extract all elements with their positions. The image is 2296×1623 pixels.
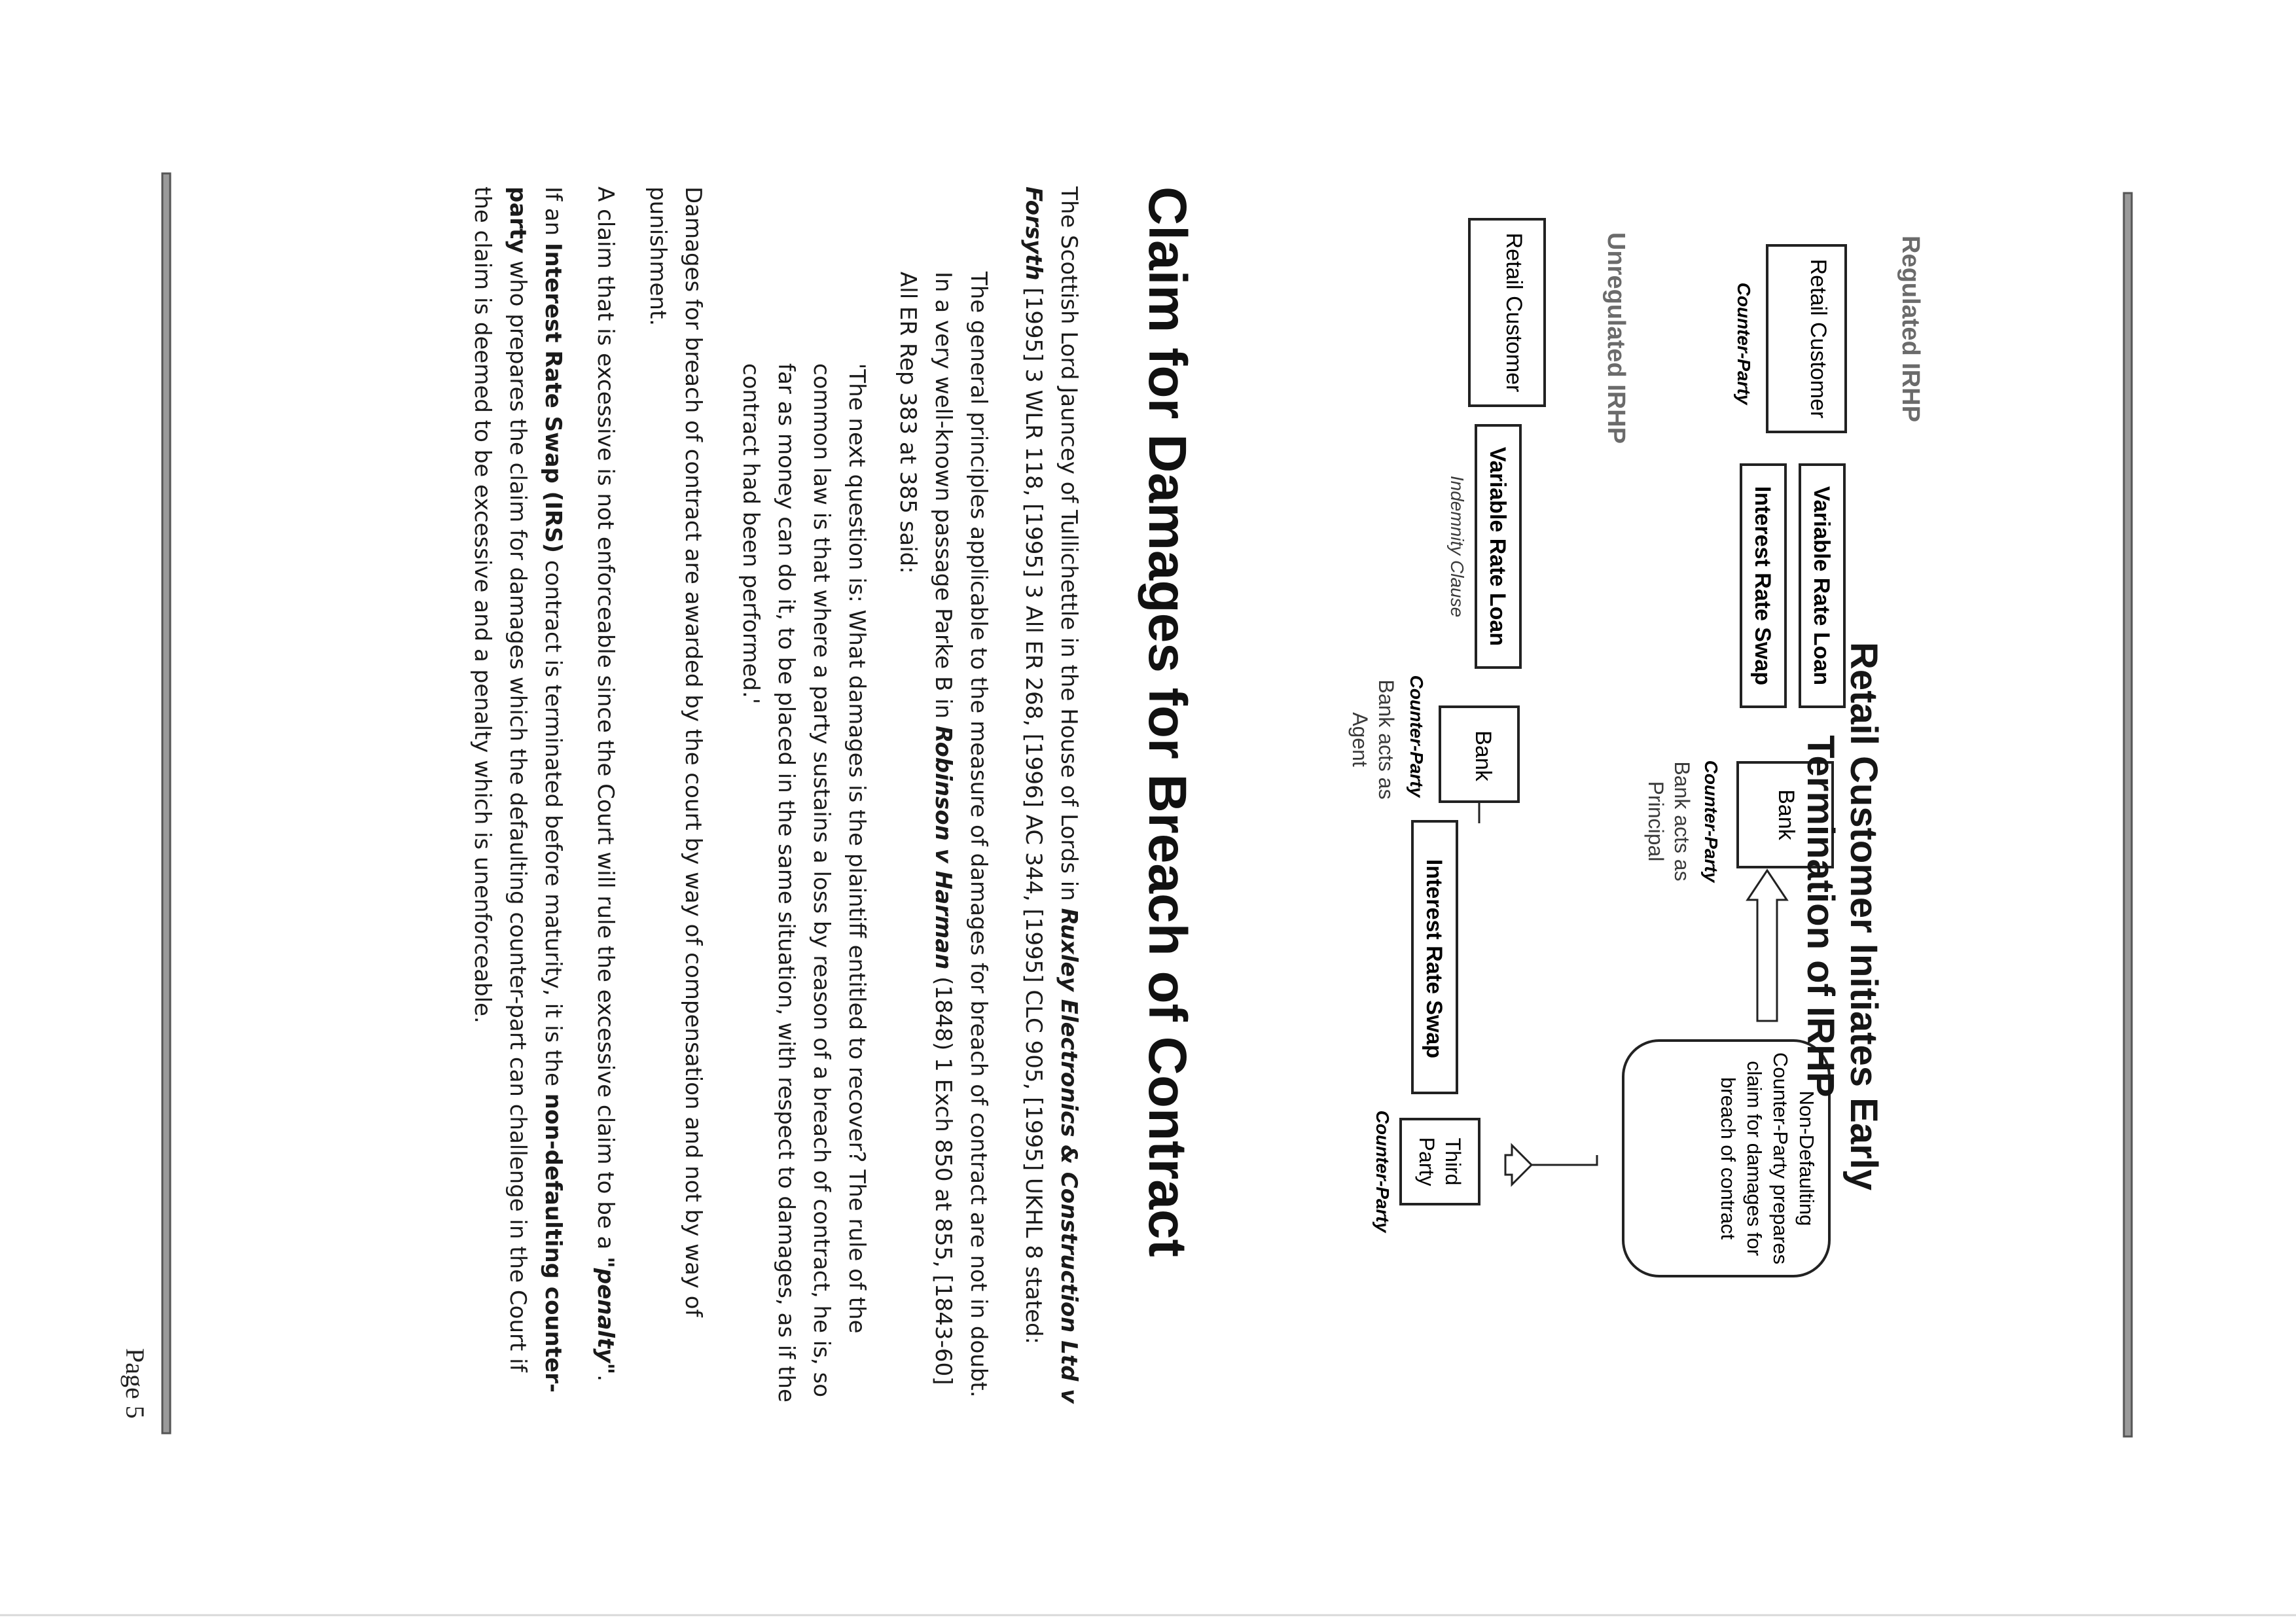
unreg-bank-note: Bank acts as Agent [1348,679,1398,800]
title-line-1: Retail Customer Initiates Early [1842,641,1885,1191]
unreg-vrl-text: Variable Rate Loan [1485,446,1510,647]
claim-text: Non-Defaulting Counter-Party prepares claim for damages for breach of contract [1717,1052,1818,1264]
unreg-bank-text: Bank [1471,730,1496,781]
unreg-customer-text: Retail Customer [1501,232,1526,393]
excessive-end: . [592,1374,619,1382]
irs-t1: If an [540,187,566,243]
reg-irs-text: Interest Rate Swap [1750,486,1775,686]
regulated-label-screen: Regulated IRHP [1897,236,1924,423]
unregulated-label-screen: Unregulated IRHP [1602,232,1630,444]
title-line-2: Termination of IRHP [1799,735,1842,1097]
third-party-role: Counter-Party [1372,1110,1393,1233]
section-heading: Claim for Damages for Breach of Contract [1138,187,1197,1257]
intro-text-1: The Scottish Lord Jauncey of Tullichettle in the House of Lords in [1056,187,1082,908]
quote-1-text-1: The general principles applicable to the measure of damages for breach of contract are not in doubt. In a very well-known passage Parke B in [930,272,992,1398]
irs-t3: who prepares the claim for damages which the defaulting counter-part can challenge in the Court if the claim is deemed to be excessive and a penalty which is unenforceable. [469,187,531,1372]
irs-b2: non-defaulting counter-party [505,187,566,1393]
intro-paragraph [1016,187,1086,1410]
right-rule [2124,193,2132,1436]
arrow-claim-to-third-party-icon [1505,1145,1532,1185]
reg-customer-text: Retail Customer [1806,259,1831,419]
page-number-screen: Page 5 [120,1348,150,1419]
unreg-vrl-note: Indemnity Clause [1447,475,1467,618]
damages-paragraph: Damages for breach of contract are awarded by the court by way of compensation and not by way of punishment. [645,187,706,1317]
quote-1-text-2: (1848) 1 Exch 850 at 855, [1843-60] All ER Rep 383 at 385 said: [895,272,956,1385]
reg-vrl-text: Variable Rate Loan [1809,486,1834,686]
unreg-irs-text: Interest Rate Swap [1422,859,1446,1059]
intro-text-2: [1995] 3 WLR 118, [1995] 3 All ER 268, [1996] AC 344, [1995] CLC 905, [1995] UKHL 8 stated: [1020,280,1047,1345]
reg-bank-text: Bank [1774,789,1799,840]
third-party-text: Third Party [1415,1137,1465,1186]
body-text [465,187,1086,1410]
quote-1-case: Robinson v Harman [930,725,956,970]
reg-bank-note: Bank acts as Principal [1644,761,1694,882]
irs-b1: Interest Rate Swap (IRS) [540,243,566,554]
quote-1 [890,187,996,1410]
excessive-text: A claim that is excessive is not enforceable since the Court will rule the excessive claim to be a [592,187,619,1257]
quote-2: 'The next question is: What damages is the plaintiff entitled to recover? The rule of the common law is that where a party sustains a loss by reason of a breach of contract, he is, so far as money can do it, to be placed in the same situation, with respect to damages, as if the contract had been performed.' [738,363,870,1402]
irs-t2: contract is terminated before maturity, it is the [540,553,566,1094]
irs-paragraph [465,187,571,1410]
reg-customer-role: Counter-Party [1734,282,1754,405]
excessive-paragraph [588,187,623,1410]
penalty-word: "penalty" [592,1257,619,1375]
intro-case: Ruxley Electronics & Construction Ltd v Forsyth [1020,187,1082,1404]
unreg-bank-role: Counter-Party [1407,675,1427,798]
reg-bank-role: Counter-Party [1701,760,1721,883]
arrow-claim-tail [1532,1155,1597,1165]
left-rule [162,173,170,1433]
